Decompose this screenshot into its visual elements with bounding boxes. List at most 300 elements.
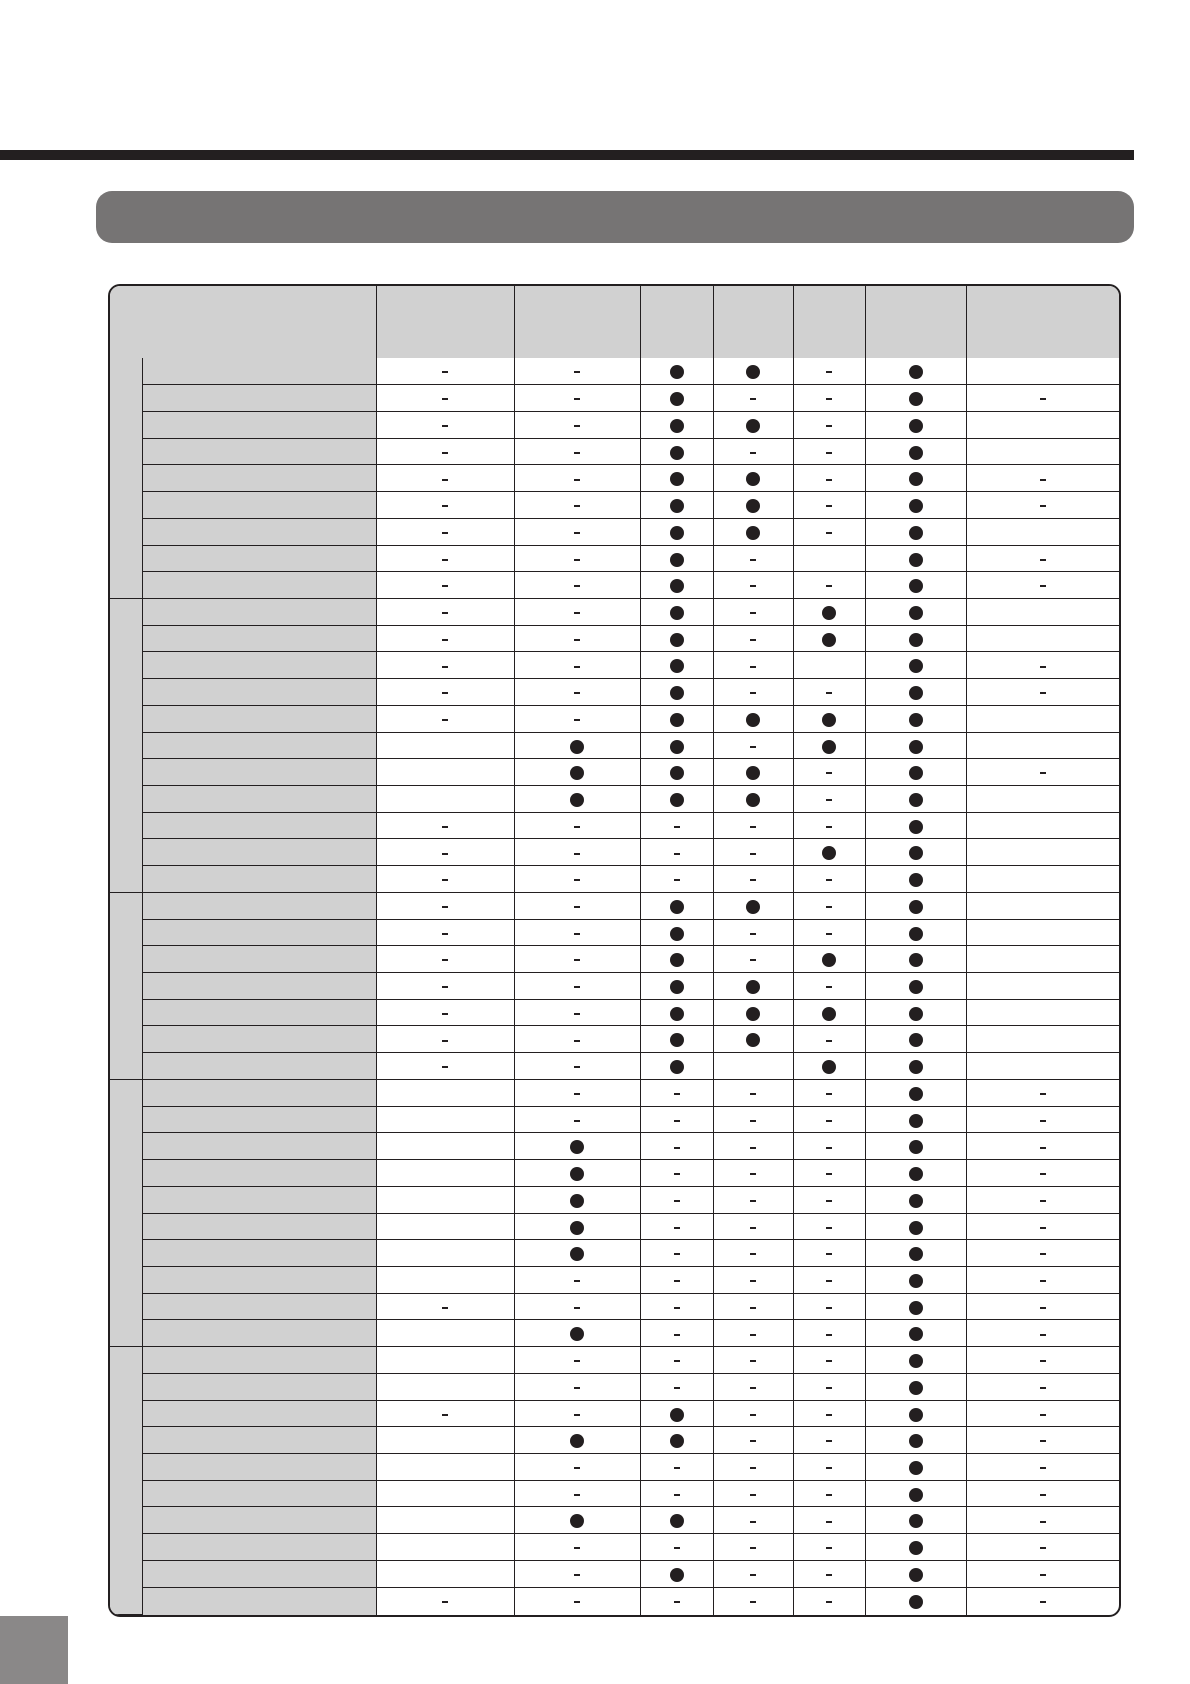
value-cell — [514, 492, 640, 519]
value-cell — [640, 652, 713, 679]
value-cell — [966, 866, 1119, 893]
filled-dot-mark — [909, 1514, 923, 1528]
value-cell — [865, 465, 966, 492]
filled-dot-mark — [746, 1033, 760, 1047]
dash-mark — [750, 1494, 756, 1496]
value-cell — [713, 1240, 793, 1267]
value-cell — [865, 1079, 966, 1106]
row-label-cell — [142, 1400, 376, 1427]
value-cell — [966, 1560, 1119, 1587]
filled-dot-mark — [746, 1007, 760, 1021]
value-cell — [966, 919, 1119, 946]
dash-mark — [750, 959, 756, 961]
filled-dot-mark — [670, 499, 684, 513]
dash-mark — [442, 1013, 448, 1015]
value-cell — [376, 892, 514, 919]
value-cell — [713, 1373, 793, 1400]
value-cell — [640, 999, 713, 1026]
header-cell-4 — [713, 286, 793, 358]
value-cell — [640, 946, 713, 973]
filled-dot-mark — [570, 1327, 584, 1341]
table-row — [110, 652, 1119, 679]
filled-dot-mark — [670, 633, 684, 647]
table-row — [110, 892, 1119, 919]
filled-dot-mark — [909, 606, 923, 620]
value-cell — [966, 492, 1119, 519]
dash-mark — [1040, 398, 1046, 400]
value-cell — [713, 465, 793, 492]
value-cell — [640, 1079, 713, 1106]
dash-mark — [674, 1334, 680, 1336]
dash-mark — [826, 1547, 832, 1549]
header-cell-3 — [640, 286, 713, 358]
filled-dot-mark — [909, 1434, 923, 1448]
filled-dot-mark — [746, 526, 760, 540]
dash-mark — [1040, 1574, 1046, 1576]
value-cell — [376, 705, 514, 732]
value-cell — [966, 652, 1119, 679]
value-cell — [640, 705, 713, 732]
value-cell — [640, 545, 713, 572]
filled-dot-mark — [570, 1514, 584, 1528]
value-cell — [514, 892, 640, 919]
table-row — [110, 759, 1119, 786]
dash-mark — [1040, 1120, 1046, 1122]
filled-dot-mark — [909, 1194, 923, 1208]
value-cell — [966, 385, 1119, 412]
value-cell — [713, 545, 793, 572]
table-row — [110, 1534, 1119, 1561]
dash-mark — [1040, 1200, 1046, 1202]
dash-mark — [826, 1494, 832, 1496]
value-cell — [514, 1106, 640, 1133]
value-cell — [865, 492, 966, 519]
dash-mark — [442, 879, 448, 881]
value-cell — [966, 1026, 1119, 1053]
dash-mark — [574, 666, 580, 668]
value-cell — [640, 973, 713, 1000]
filled-dot-mark — [670, 1033, 684, 1047]
value-cell — [376, 973, 514, 1000]
value-cell — [966, 358, 1119, 385]
dash-mark — [442, 826, 448, 828]
value-cell — [640, 1560, 713, 1587]
value-cell — [865, 1320, 966, 1347]
table-row — [110, 1453, 1119, 1480]
value-cell — [514, 545, 640, 572]
value-cell — [793, 679, 865, 706]
dash-mark — [1040, 1253, 1046, 1255]
table-row — [110, 812, 1119, 839]
filled-dot-mark — [670, 1434, 684, 1448]
value-cell — [376, 465, 514, 492]
dash-mark — [826, 585, 832, 587]
row-label-cell — [142, 652, 376, 679]
value-cell — [514, 1160, 640, 1187]
value-cell — [865, 411, 966, 438]
filled-dot-mark — [570, 1434, 584, 1448]
dash-mark — [574, 1120, 580, 1122]
value-cell — [966, 1480, 1119, 1507]
filled-dot-mark — [909, 1167, 923, 1181]
filled-dot-mark — [909, 740, 923, 754]
table-row — [110, 1293, 1119, 1320]
dash-mark — [826, 1040, 832, 1042]
value-cell — [376, 1266, 514, 1293]
dash-mark — [442, 639, 448, 641]
value-cell — [865, 1186, 966, 1213]
value-cell — [865, 358, 966, 385]
value-cell — [713, 1427, 793, 1454]
value-cell — [514, 1293, 640, 1320]
row-label-cell — [142, 572, 376, 599]
value-cell — [514, 1587, 640, 1614]
value-cell — [865, 1534, 966, 1561]
dash-mark — [442, 479, 448, 481]
value-cell — [793, 1160, 865, 1187]
filled-dot-mark — [909, 499, 923, 513]
value-cell — [865, 1480, 966, 1507]
filled-dot-mark — [570, 1221, 584, 1235]
value-cell — [793, 1240, 865, 1267]
value-cell — [376, 572, 514, 599]
group-label-cell — [110, 892, 142, 1079]
value-cell — [514, 973, 640, 1000]
value-cell — [376, 1347, 514, 1374]
value-cell — [865, 839, 966, 866]
filled-dot-mark — [909, 686, 923, 700]
dash-mark — [442, 585, 448, 587]
dash-mark — [674, 1280, 680, 1282]
value-cell — [793, 1186, 865, 1213]
dash-mark — [750, 1334, 756, 1336]
dash-mark — [674, 1120, 680, 1122]
value-cell — [514, 1133, 640, 1160]
value-cell — [713, 1053, 793, 1080]
dash-mark — [442, 933, 448, 935]
dash-mark — [1040, 1334, 1046, 1336]
value-cell — [865, 598, 966, 625]
value-cell — [514, 465, 640, 492]
value-cell — [514, 732, 640, 759]
dash-mark — [826, 371, 832, 373]
dash-mark — [442, 371, 448, 373]
dash-mark — [826, 1200, 832, 1202]
dash-mark — [826, 1147, 832, 1149]
value-cell — [376, 919, 514, 946]
value-cell — [793, 973, 865, 1000]
filled-dot-mark — [670, 980, 684, 994]
dash-mark — [750, 666, 756, 668]
value-cell — [376, 1186, 514, 1213]
value-cell — [514, 946, 640, 973]
dash-mark — [674, 1253, 680, 1255]
dash-mark — [574, 906, 580, 908]
table-row — [110, 1213, 1119, 1240]
value-cell — [865, 1400, 966, 1427]
dash-mark — [574, 1574, 580, 1576]
dash-mark — [826, 1227, 832, 1229]
dash-mark — [574, 452, 580, 454]
filled-dot-mark — [822, 846, 836, 860]
dash-mark — [1040, 559, 1046, 561]
dash-mark — [750, 1440, 756, 1442]
value-cell — [865, 1293, 966, 1320]
value-cell — [514, 705, 640, 732]
table-row — [110, 492, 1119, 519]
value-cell — [514, 385, 640, 412]
row-label-cell — [142, 1079, 376, 1106]
filled-dot-mark — [909, 1461, 923, 1475]
value-cell — [376, 1373, 514, 1400]
table-row — [110, 1373, 1119, 1400]
value-cell — [966, 1293, 1119, 1320]
dash-mark — [750, 1414, 756, 1416]
value-cell — [865, 973, 966, 1000]
filled-dot-mark — [670, 553, 684, 567]
dash-mark — [1040, 1387, 1046, 1389]
dash-mark — [826, 505, 832, 507]
value-cell — [793, 652, 865, 679]
header-corner-cell — [110, 286, 376, 358]
value-cell — [865, 1053, 966, 1080]
table-row — [110, 518, 1119, 545]
dash-mark — [442, 959, 448, 961]
dash-mark — [826, 772, 832, 774]
value-cell — [376, 358, 514, 385]
value-cell — [966, 1427, 1119, 1454]
value-cell — [713, 705, 793, 732]
dash-mark — [442, 532, 448, 534]
dash-mark — [574, 479, 580, 481]
dash-mark — [826, 425, 832, 427]
value-cell — [713, 358, 793, 385]
value-cell — [514, 679, 640, 706]
value-cell — [713, 1026, 793, 1053]
table-row — [110, 385, 1119, 412]
value-cell — [514, 1240, 640, 1267]
value-cell — [514, 572, 640, 599]
filled-dot-mark — [909, 659, 923, 673]
value-cell — [865, 786, 966, 813]
value-cell — [865, 1507, 966, 1534]
value-cell — [793, 438, 865, 465]
value-cell — [793, 465, 865, 492]
value-cell — [793, 598, 865, 625]
dash-mark — [442, 853, 448, 855]
table-row — [110, 1427, 1119, 1454]
value-cell — [793, 1320, 865, 1347]
value-cell — [640, 1373, 713, 1400]
dash-mark — [750, 1200, 756, 1202]
dash-mark — [1040, 1494, 1046, 1496]
dash-mark — [574, 371, 580, 373]
value-cell — [713, 866, 793, 893]
value-cell — [713, 572, 793, 599]
filled-dot-mark — [670, 526, 684, 540]
dash-mark — [574, 879, 580, 881]
filled-dot-mark — [909, 1221, 923, 1235]
value-cell — [713, 1534, 793, 1561]
dash-mark — [574, 1387, 580, 1389]
table-row — [110, 786, 1119, 813]
dash-mark — [750, 853, 756, 855]
dash-mark — [574, 1093, 580, 1095]
value-cell — [713, 759, 793, 786]
filled-dot-mark — [909, 579, 923, 593]
dash-mark — [826, 1120, 832, 1122]
dash-mark — [750, 1307, 756, 1309]
dash-mark — [826, 1440, 832, 1442]
dash-mark — [674, 1360, 680, 1362]
value-cell — [713, 973, 793, 1000]
dash-mark — [674, 1494, 680, 1496]
table-row — [110, 1106, 1119, 1133]
table-row — [110, 1079, 1119, 1106]
value-cell — [793, 1079, 865, 1106]
value-cell — [713, 1320, 793, 1347]
value-cell — [376, 1427, 514, 1454]
value-cell — [865, 732, 966, 759]
table-row — [110, 946, 1119, 973]
dash-mark — [1040, 1360, 1046, 1362]
value-cell — [376, 518, 514, 545]
table-row — [110, 1587, 1119, 1614]
table-row — [110, 839, 1119, 866]
row-label-cell — [142, 1133, 376, 1160]
value-cell — [793, 892, 865, 919]
value-cell — [514, 1266, 640, 1293]
value-cell — [514, 1053, 640, 1080]
dash-mark — [574, 1414, 580, 1416]
dash-mark — [1040, 1414, 1046, 1416]
row-label-cell — [142, 1507, 376, 1534]
dash-mark — [574, 532, 580, 534]
dash-mark — [826, 986, 832, 988]
value-cell — [640, 786, 713, 813]
dash-mark — [574, 986, 580, 988]
dash-mark — [674, 1200, 680, 1202]
value-cell — [865, 1453, 966, 1480]
value-cell — [640, 1293, 713, 1320]
value-cell — [514, 786, 640, 813]
value-cell — [514, 1373, 640, 1400]
filled-dot-mark — [670, 766, 684, 780]
value-cell — [514, 1427, 640, 1454]
value-cell — [713, 1400, 793, 1427]
value-cell — [640, 759, 713, 786]
compatibility-table — [110, 286, 1119, 1615]
dash-mark — [826, 1307, 832, 1309]
row-label-cell — [142, 919, 376, 946]
table-row — [110, 1320, 1119, 1347]
dash-mark — [750, 692, 756, 694]
value-cell — [376, 1587, 514, 1614]
value-cell — [640, 518, 713, 545]
dash-mark — [442, 1307, 448, 1309]
filled-dot-mark — [746, 472, 760, 486]
dash-mark — [826, 1093, 832, 1095]
value-cell — [640, 358, 713, 385]
filled-dot-mark — [670, 900, 684, 914]
filled-dot-mark — [909, 1541, 923, 1555]
row-label-cell — [142, 1373, 376, 1400]
row-label-cell — [142, 866, 376, 893]
dash-mark — [442, 398, 448, 400]
table-row — [110, 465, 1119, 492]
value-cell — [966, 625, 1119, 652]
value-cell — [713, 1160, 793, 1187]
header-cell-7 — [966, 286, 1119, 358]
filled-dot-mark — [670, 1408, 684, 1422]
dash-mark — [1040, 1440, 1046, 1442]
dash-mark — [674, 853, 680, 855]
value-cell — [376, 1560, 514, 1587]
value-cell — [640, 839, 713, 866]
dash-mark — [674, 1601, 680, 1603]
value-cell — [966, 999, 1119, 1026]
table-header-row — [110, 286, 1119, 358]
dash-mark — [750, 1574, 756, 1576]
value-cell — [713, 385, 793, 412]
value-cell — [376, 1133, 514, 1160]
value-cell — [966, 1320, 1119, 1347]
value-cell — [640, 866, 713, 893]
value-cell — [376, 999, 514, 1026]
dash-mark — [826, 933, 832, 935]
value-cell — [793, 1480, 865, 1507]
dash-mark — [750, 559, 756, 561]
row-label-cell — [142, 999, 376, 1026]
filled-dot-mark — [570, 793, 584, 807]
table-row — [110, 572, 1119, 599]
value-cell — [514, 1480, 640, 1507]
header-cell-1 — [376, 286, 514, 358]
filled-dot-mark — [746, 793, 760, 807]
value-cell — [966, 438, 1119, 465]
dash-mark — [442, 1040, 448, 1042]
table-row — [110, 625, 1119, 652]
group-label-cell — [110, 1347, 142, 1615]
dash-mark — [442, 666, 448, 668]
value-cell — [640, 1320, 713, 1347]
header-cell-5 — [793, 286, 865, 358]
filled-dot-mark — [909, 1408, 923, 1422]
value-cell — [966, 946, 1119, 973]
dash-mark — [750, 826, 756, 828]
dash-mark — [750, 879, 756, 881]
group-label-cell — [110, 598, 142, 892]
value-cell — [793, 866, 865, 893]
value-cell — [713, 946, 793, 973]
value-cell — [793, 1400, 865, 1427]
value-cell — [966, 545, 1119, 572]
dash-mark — [574, 639, 580, 641]
dash-mark — [1040, 585, 1046, 587]
dash-mark — [1040, 1093, 1046, 1095]
value-cell — [865, 1026, 966, 1053]
value-cell — [640, 1266, 713, 1293]
dash-mark — [826, 452, 832, 454]
row-label-cell — [142, 1427, 376, 1454]
table-row — [110, 411, 1119, 438]
value-cell — [966, 1400, 1119, 1427]
compatibility-table-frame — [108, 284, 1121, 1617]
value-cell — [640, 1160, 713, 1187]
dash-mark — [826, 799, 832, 801]
dash-mark — [826, 879, 832, 881]
value-cell — [966, 1453, 1119, 1480]
